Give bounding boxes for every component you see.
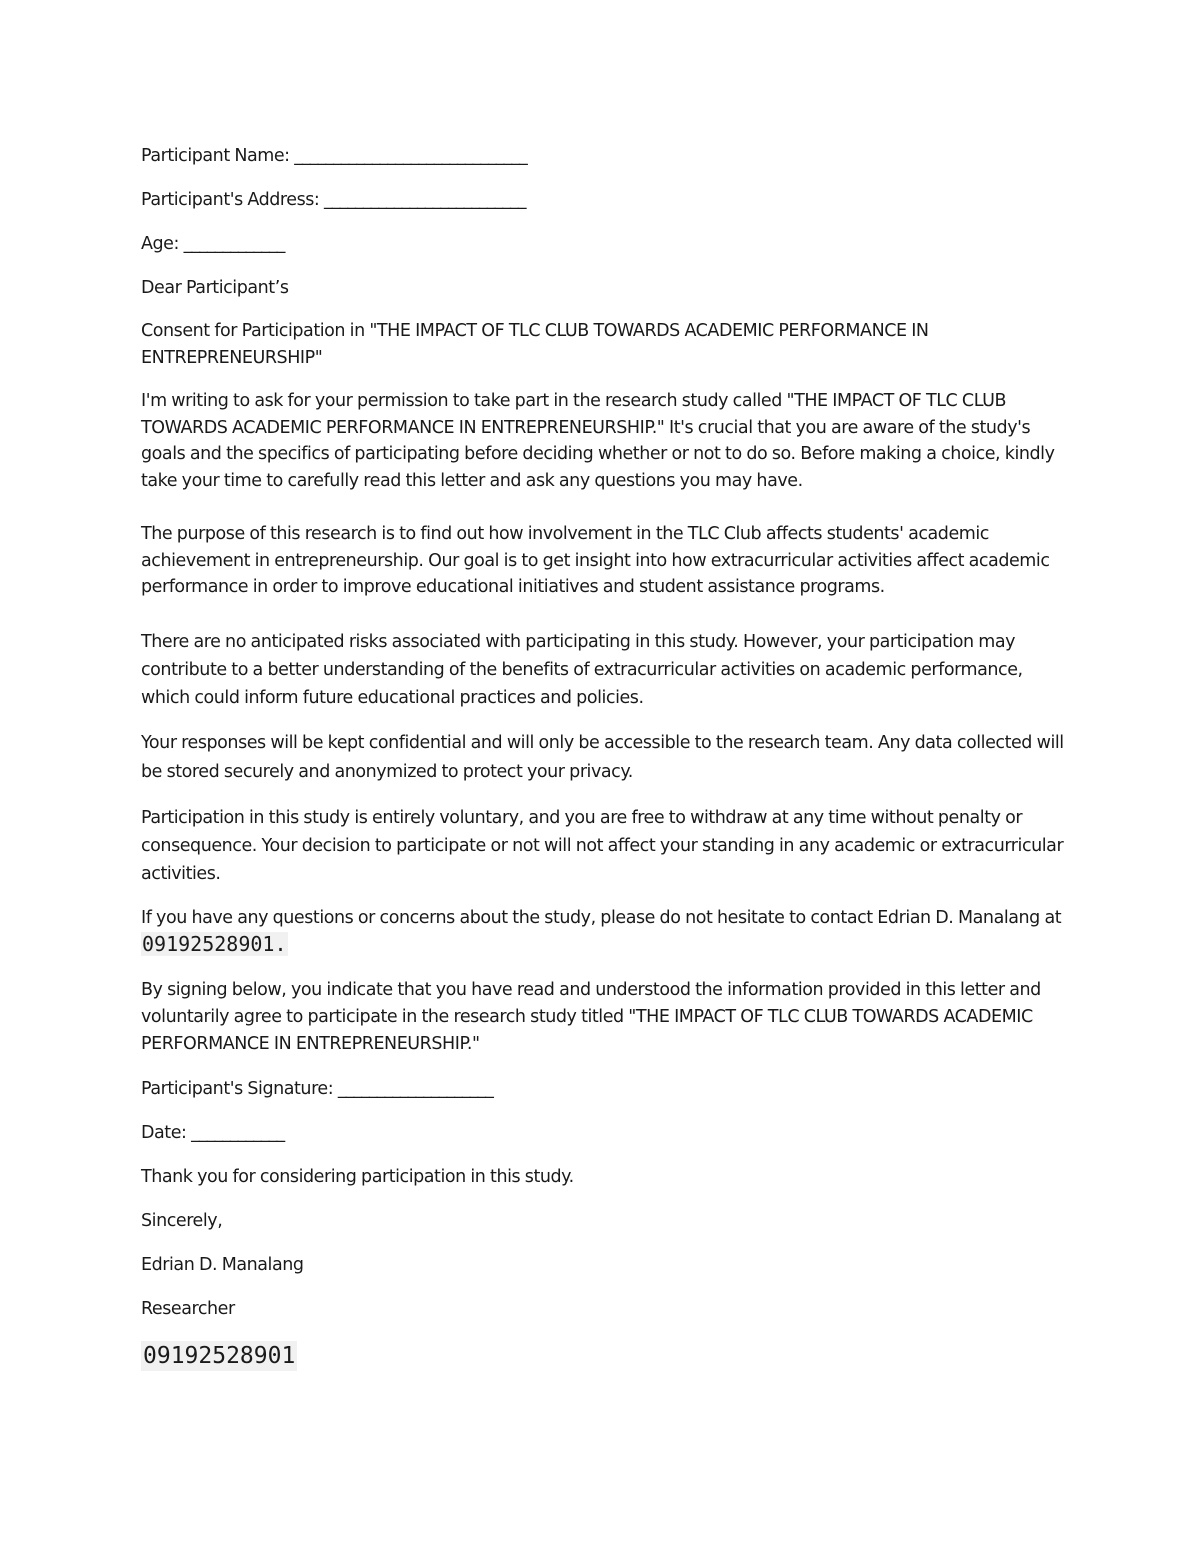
thanks-line: Thank you for considering participation in this study. <box>141 1166 574 1187</box>
contact-phone: 09192528901. <box>142 932 287 956</box>
participant-name-line <box>141 142 1066 170</box>
participant-name-blank: ______________________________ <box>294 146 527 166</box>
signature-line <box>141 1075 1066 1103</box>
paragraph-confidentiality: Your responses will be kept confidential and will only be accessible to the research team. Any data collected will be stored securely and anonymized to protect your privacy. <box>141 732 1064 782</box>
participant-address-label: Participant's Address: <box>141 190 320 210</box>
paragraph-contact <box>141 905 1066 960</box>
salutation: Dear Participant’s <box>141 278 289 298</box>
age-blank: _____________ <box>183 234 285 254</box>
researcher-phone-line <box>141 1339 1066 1372</box>
age-line <box>141 230 1066 258</box>
participant-name-label: Participant Name: <box>141 146 290 166</box>
contact-text: If you have any questions or concerns about the study, please do not hesitate to contact Edrian D. Manalang at <box>141 907 1062 928</box>
date-label: Date: <box>141 1122 187 1143</box>
participant-address-blank: __________________________ <box>323 190 526 210</box>
age-label: Age: <box>141 234 179 254</box>
paragraph-request: I'm writing to ask for your permission to take part in the research study called "THE IMPACT OF TLC CLUB TOWARDS ACADEMIC PERFORMANCE IN ENTREPRENEURSHIP." It's crucial that you are aware of the study's goals and the specifics of participating before deciding whether or not to do so. Before making a choice, kindly take your time to carefully read this letter and ask any questions you may have. <box>141 391 1055 491</box>
date-blank: ____________ <box>191 1122 285 1143</box>
date-line <box>141 1119 1066 1147</box>
sincerely-line: Sincerely, <box>141 1210 223 1231</box>
paragraph-voluntary: Participation in this study is entirely voluntary, and you are free to withdraw at any time without penalty or consequence. Your decision to participate or not will not affect your standing in any academic or extracurricular activities. <box>141 807 1064 884</box>
signature-blank: ____________________ <box>337 1078 493 1099</box>
signature-label: Participant's Signature: <box>141 1078 334 1099</box>
paragraph-risks: There are no anticipated risks associated with participating in this study. However, your participation may contribute to a better understanding of the benefits of extracurricular activities on academic performance, which could inform future educational practices and policies. <box>141 631 1023 708</box>
researcher-phone: 09192528901 <box>143 1342 296 1369</box>
researcher-name: Edrian D. Manalang <box>141 1254 304 1275</box>
paragraph-purpose: The purpose of this research is to find out how involvement in the TLC Club affects students' academic achievement in entrepreneurship. Our goal is to get insight into how extracurricular activities affect academic performance in order to improve educational initiatives and student assistance programs. <box>141 524 1050 597</box>
subject-line: Consent for Participation in "THE IMPACT OF TLC CLUB TOWARDS ACADEMIC PERFORMANCE IN ENTREPRENEURSHIP" <box>141 321 929 368</box>
consent-letter <box>141 142 1066 1388</box>
paragraph-agreement: By signing below, you indicate that you have read and understood the information provided in this letter and voluntarily agree to participate in the research study titled "THE IMPACT OF TLC CLUB TOWARDS ACADEMIC PERFORMANCE IN ENTREPRENEURSHIP." <box>141 979 1041 1054</box>
participant-address-line <box>141 186 1066 214</box>
researcher-role: Researcher <box>141 1298 235 1319</box>
